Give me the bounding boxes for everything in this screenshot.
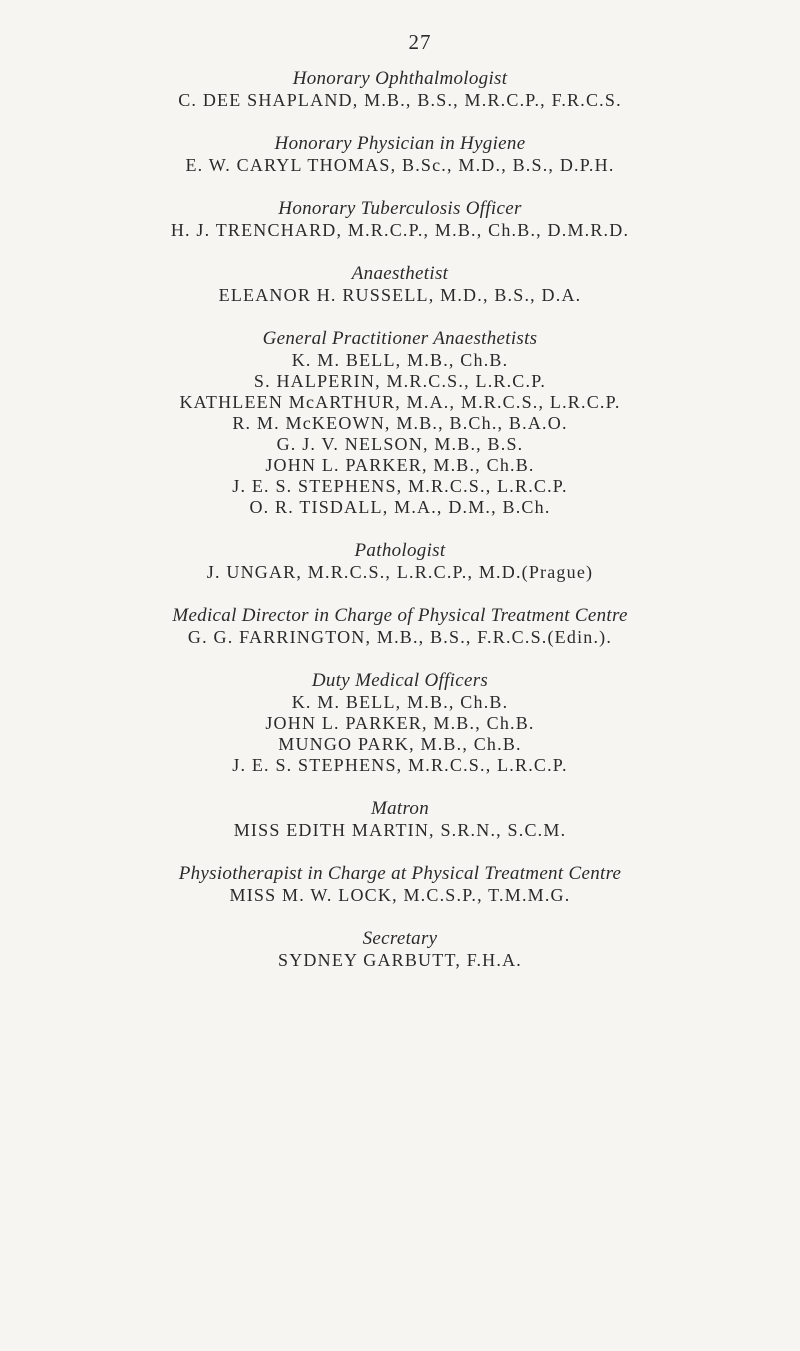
- staff-name: J. UNGAR, M.R.C.S., L.R.C.P., M.D.(Prague): [206, 562, 594, 582]
- staff-name: MUNGO PARK, M.B., Ch.B.: [278, 734, 522, 754]
- section-heading: Matron: [370, 798, 430, 819]
- staff-name: JOHN L. PARKER, M.B., Ch.B.: [265, 713, 535, 733]
- section-heading: Anaesthetist: [351, 263, 449, 284]
- staff-name: J. E. S. STEPHENS, M.R.C.S., L.R.C.P.: [232, 476, 568, 496]
- section-heading: Honorary Tuberculosis Officer: [278, 198, 522, 219]
- page-number: 27: [408, 30, 432, 54]
- staff-list: [0, 68, 800, 993]
- staff-name: E. W. CARYL THOMAS, B.Sc., M.D., B.S., D.P.H.: [185, 155, 615, 175]
- section-heading: General Practitioner Anaesthetists: [262, 328, 538, 349]
- section-heading: Physiotherapist in Charge at Physical Treatment Centre: [178, 863, 622, 884]
- staff-name: H. J. TRENCHARD, M.R.C.P., M.B., Ch.B., D.M.R.D.: [170, 220, 630, 240]
- section-matron: [0, 798, 800, 841]
- section-pathologist: [0, 540, 800, 583]
- section-tuberculosis: [0, 198, 800, 241]
- staff-name: JOHN L. PARKER, M.B., Ch.B.: [265, 455, 535, 475]
- staff-name: SYDNEY GARBUTT, F.H.A.: [278, 950, 522, 970]
- section-medical-director: [0, 605, 800, 648]
- staff-name: O. R. TISDALL, M.A., D.M., B.Ch.: [249, 497, 551, 517]
- staff-name: R. M. McKEOWN, M.B., B.Ch., B.A.O.: [232, 413, 568, 433]
- staff-name: S. HALPERIN, M.R.C.S., L.R.C.P.: [253, 371, 547, 391]
- section-gp-anaesthetists: [0, 328, 800, 518]
- staff-name: C. DEE SHAPLAND, M.B., B.S., M.R.C.P., F.R.C.S.: [178, 90, 622, 110]
- section-heading: Duty Medical Officers: [311, 670, 489, 691]
- staff-name: ELEANOR H. RUSSELL, M.D., B.S., D.A.: [218, 285, 582, 305]
- section-heading: Pathologist: [354, 540, 446, 561]
- staff-name: G. J. V. NELSON, M.B., B.S.: [276, 434, 524, 454]
- section-ophthalmologist: [0, 68, 800, 111]
- section-heading: Honorary Ophthalmologist: [292, 68, 508, 89]
- section-heading: Honorary Physician in Hygiene: [274, 133, 526, 154]
- staff-name: MISS EDITH MARTIN, S.R.N., S.C.M.: [233, 820, 567, 840]
- staff-name: KATHLEEN McARTHUR, M.A., M.R.C.S., L.R.C.P.: [179, 392, 621, 412]
- staff-name: MISS M. W. LOCK, M.C.S.P., T.M.M.G.: [229, 885, 571, 905]
- staff-name: J. E. S. STEPHENS, M.R.C.S., L.R.C.P.: [232, 755, 568, 775]
- staff-name: K. M. BELL, M.B., Ch.B.: [291, 692, 509, 712]
- staff-name: G. G. FARRINGTON, M.B., B.S., F.R.C.S.(Edin.).: [187, 627, 613, 647]
- section-duty-officers: [0, 670, 800, 776]
- section-anaesthetist: [0, 263, 800, 306]
- section-secretary: [0, 928, 800, 971]
- section-heading: Secretary: [362, 928, 438, 949]
- section-heading: Medical Director in Charge of Physical Treatment Centre: [172, 605, 628, 626]
- section-hygiene: [0, 133, 800, 176]
- section-physiotherapist: [0, 863, 800, 906]
- staff-name: K. M. BELL, M.B., Ch.B.: [291, 350, 509, 370]
